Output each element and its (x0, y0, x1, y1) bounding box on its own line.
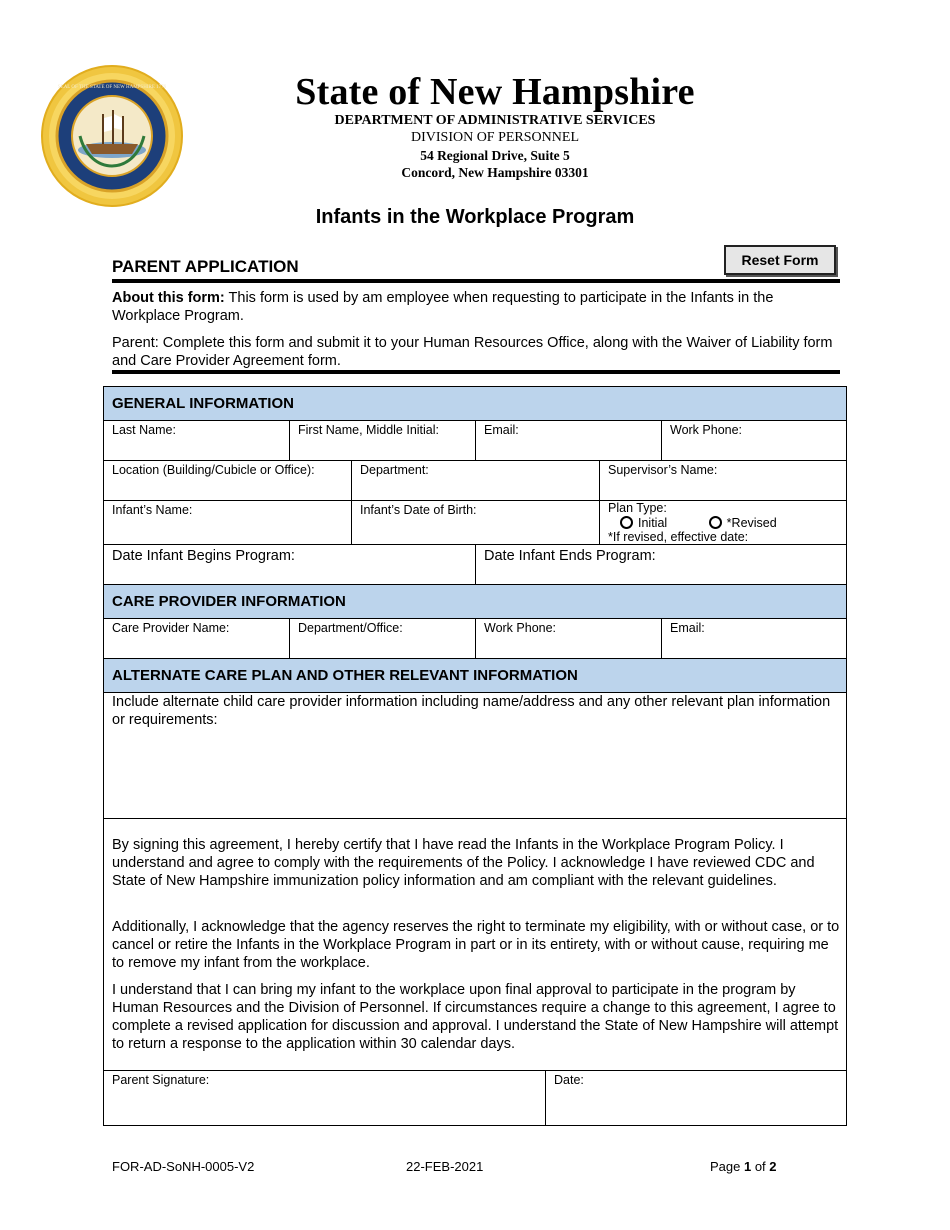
division-name: DIVISION OF PERSONNEL (410, 130, 579, 145)
location-field[interactable]: Location (Building/Cubicle or Office): (104, 461, 352, 501)
infant-dob-field[interactable]: Infant’s Date of Birth: (352, 501, 600, 545)
footer-page-number (710, 1159, 777, 1174)
signature-date-field[interactable]: Date: (546, 1070, 846, 1125)
care-provider-name-field[interactable]: Care Provider Name: (104, 619, 290, 659)
page-current: 1 (743, 1159, 752, 1174)
page-prefix: Page (710, 1159, 744, 1174)
instructions-paragraph: Parent: Complete this form and submit it to your Human Resources Office, along with the Waiver of Liability form and Care Provider Agreement form. (112, 335, 833, 369)
agreement-paragraph-3: I understand that I can bring my infant to the workplace upon final approval to participate in the program by Human Resources and the Division of Personnel. If circumstances require a change to this agreement, I agree to complete a revised application for discussion and approval. I understand the State of New Hampshire will attempt to return a response to the application within 30 calendar days. (112, 982, 839, 1052)
plan-revised-radio[interactable] (709, 516, 722, 529)
email-field[interactable]: Email: (476, 421, 662, 461)
general-info-heading: GENERAL INFORMATION (104, 387, 846, 421)
about-label: About this form: (112, 290, 225, 306)
address-line-2: Concord, New Hampshire 03301 (401, 165, 589, 180)
about-text: This form is used by am employee when requesting to participate in the Infants in the Workplace Program. (112, 290, 774, 324)
parent-signature-field[interactable]: Parent Signature: (104, 1070, 546, 1125)
last-name-field[interactable]: Last Name: (104, 421, 290, 461)
work-phone-field[interactable]: Work Phone: (662, 421, 846, 461)
page-total: 2 (769, 1159, 777, 1174)
state-title: State of New Hampshire (295, 71, 695, 113)
plan-revised-label: *Revised (726, 516, 777, 530)
begin-date-field[interactable]: Date Infant Begins Program: (104, 545, 476, 585)
reset-form-button[interactable]: Reset Form (724, 245, 836, 275)
alternate-care-heading: ALTERNATE CARE PLAN AND OTHER RELEVANT INFORMATION (104, 659, 846, 693)
agreement-paragraph-1: By signing this agreement, I hereby certify that I have read the Infants in the Workplace Program Policy. I understand and agree to comply with the requirements of the Policy. I acknowledge I have reviewed CDC and State of New Hampshire immunization policy information and am compliant with the relevant guidelines. (112, 837, 815, 889)
footer-form-id: FOR-AD-SoNH-0005-V2 (112, 1159, 255, 1174)
plan-type-label: Plan Type: (608, 501, 667, 515)
state-seal-logo (40, 64, 184, 208)
section-rule-bottom (112, 370, 840, 374)
section-title: PARENT APPLICATION (112, 257, 299, 276)
first-name-field[interactable]: First Name, Middle Initial: (290, 421, 476, 461)
care-provider-phone-field[interactable]: Work Phone: (476, 619, 662, 659)
care-provider-email-field[interactable]: Email: (662, 619, 846, 659)
supervisor-field[interactable]: Supervisor’s Name: (600, 461, 846, 501)
footer-date: 22-FEB-2021 (406, 1159, 484, 1174)
end-date-field[interactable]: Date Infant Ends Program: (476, 545, 846, 585)
application-table (103, 386, 847, 1126)
plan-type-cell (600, 501, 846, 545)
section-rule-top (112, 279, 840, 283)
plan-revised-note: *If revised, effective date: (608, 530, 749, 544)
alternate-care-field[interactable]: Include alternate child care provider information including name/address and any other relevant plan information or requirements: (104, 693, 846, 819)
page-of: of (751, 1159, 770, 1174)
about-paragraph (112, 289, 840, 325)
care-provider-heading: CARE PROVIDER INFORMATION (104, 585, 846, 619)
seal-text: SEAL OF THE STATE OF NEW HAMPSHIRE 1776 (57, 85, 167, 90)
plan-initial-label: Initial (638, 516, 668, 530)
infant-name-field[interactable]: Infant’s Name: (104, 501, 352, 545)
plan-initial-radio[interactable] (620, 516, 633, 529)
department-name: DEPARTMENT OF ADMINISTRATIVE SERVICES (334, 113, 656, 128)
care-provider-dept-field[interactable]: Department/Office: (290, 619, 476, 659)
agreement-paragraph-2: Additionally, I acknowledge that the agency reserves the right to terminate my eligibility, with or without case, or to cancel or retire the Infants in the Workplace Program in part or in its entirety, with or without cause, requiring me to remove my infant from the workplace. (112, 919, 840, 971)
form-title: Infants in the Workplace Program (315, 206, 635, 228)
address-line-1: 54 Regional Drive, Suite 5 (420, 148, 570, 163)
department-field[interactable]: Department: (352, 461, 600, 501)
